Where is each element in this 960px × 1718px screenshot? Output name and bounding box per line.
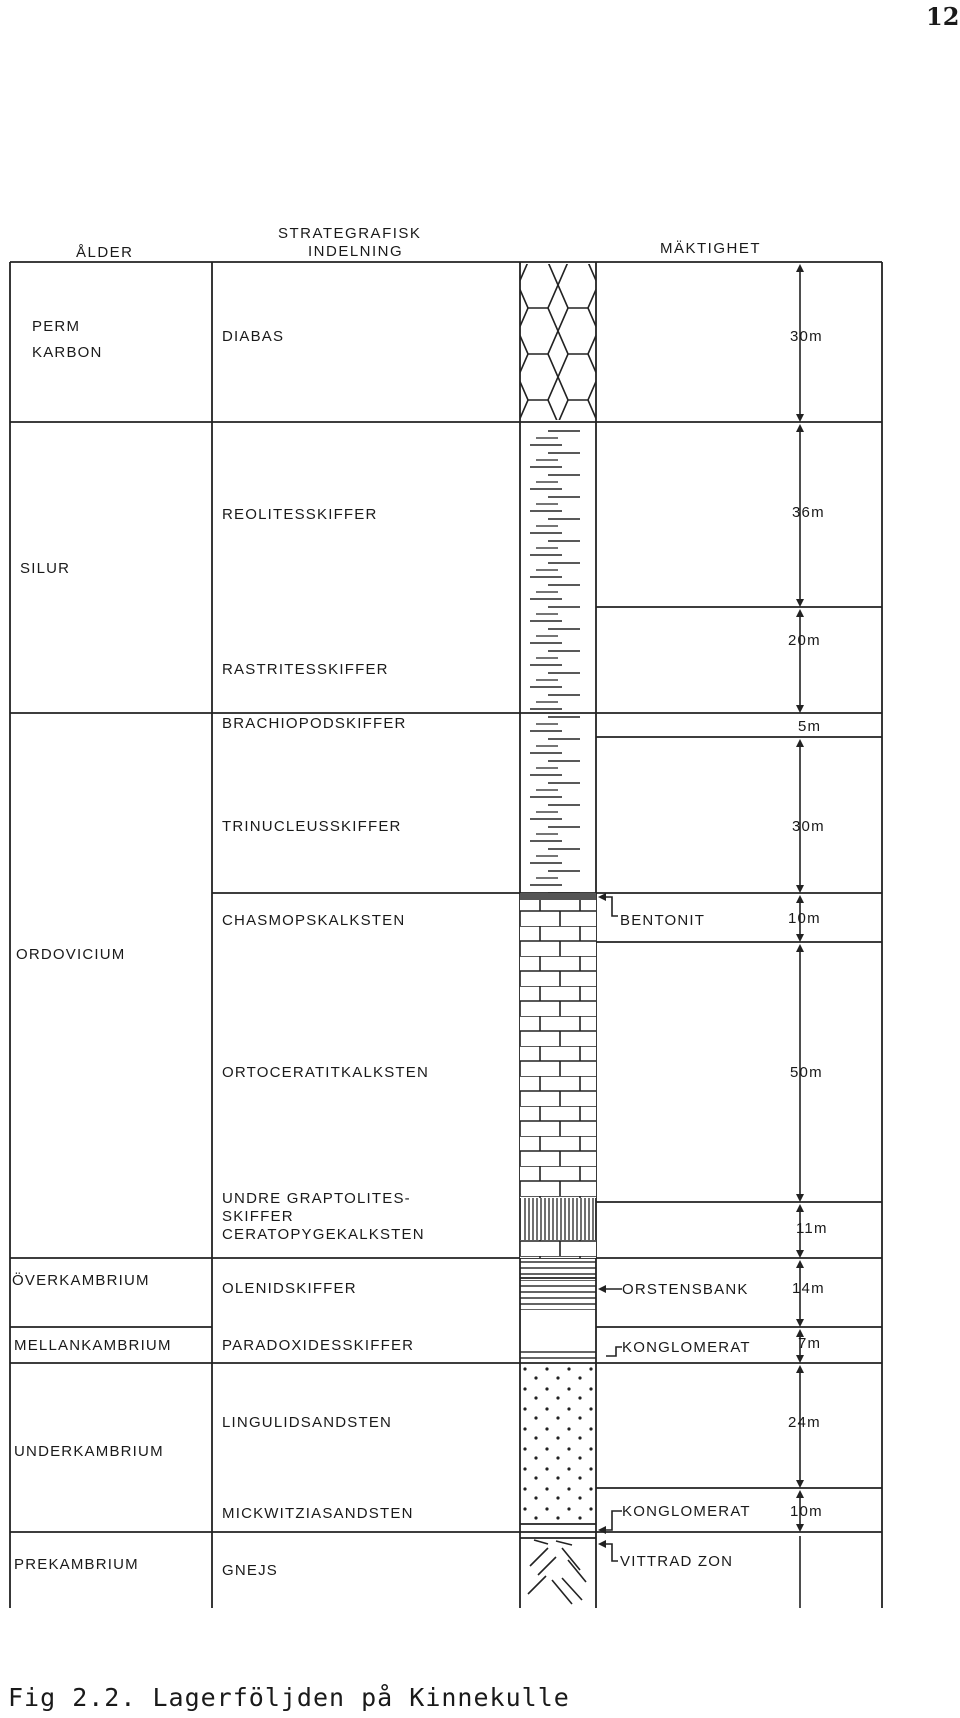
annotation-konglomerat-1: KONGLOMERAT xyxy=(622,1339,751,1356)
unit-trinucleusskiffer: TRINUCLEUSSKIFFER xyxy=(222,818,402,835)
age-silur: SILUR xyxy=(20,560,71,577)
konglomerat-layer xyxy=(520,1350,596,1362)
age-ordovicium: ORDOVICIUM xyxy=(16,946,126,963)
limestone-pattern xyxy=(520,900,596,1198)
unit-lingulidsandsten: LINGULIDSANDSTEN xyxy=(222,1414,393,1431)
thickness-ortoceratit: 50m xyxy=(790,1064,823,1081)
unit-brachiopodskiffer: BRACHIOPODSKIFFER xyxy=(222,715,407,732)
age-prekambrium: PREKAMBRIUM xyxy=(14,1556,139,1573)
thickness-diabas: 30m xyxy=(790,328,823,345)
shale-pattern xyxy=(520,424,596,893)
thickness-lingulid: 24m xyxy=(788,1414,821,1431)
unit-rastritesskiffer: RASTRITESSKIFFER xyxy=(222,661,389,678)
annotation-bentonit: BENTONIT xyxy=(620,912,706,929)
annotation-orstensbank: ORSTENSBANK xyxy=(622,1281,749,1298)
thickness-brachiopod: 5m xyxy=(798,718,822,735)
unit-paradoxidesskiffer: PARADOXIDESSKIFFER xyxy=(222,1337,415,1354)
diabas-pattern xyxy=(520,264,596,420)
unit-reolitesskiffer: REOLITESSKIFFER xyxy=(222,506,378,523)
header-age: ÅLDER xyxy=(76,244,134,261)
gneiss-pattern xyxy=(528,1540,586,1604)
annotation-leaders xyxy=(600,897,622,1561)
thickness-reolites: 36m xyxy=(792,504,825,521)
thickness-chasmops: 10m xyxy=(788,910,821,927)
age-overkambrium: ÖVERKAMBRIUM xyxy=(12,1272,150,1289)
paradoxides-pattern xyxy=(520,1280,596,1310)
thickness-paradoxides: 7m xyxy=(798,1335,822,1352)
sandstone-pattern xyxy=(520,1365,596,1523)
age-mellankambrium: MELLANKAMBRIUM xyxy=(14,1337,172,1354)
unit-ceratopygekalksten: CERATOPYGEKALKSTEN xyxy=(222,1226,425,1243)
age-perm: PERM xyxy=(32,318,81,335)
olenid-pattern xyxy=(520,1260,596,1278)
thickness-undre-ceratopyge: 11m xyxy=(796,1220,828,1237)
ceratopyge-pattern xyxy=(520,1240,596,1258)
unit-diabas: DIABAS xyxy=(222,328,285,345)
page-number: 12 xyxy=(926,2,960,31)
bentonite-layer xyxy=(520,893,596,900)
age-karbon: KARBON xyxy=(32,344,103,361)
header-strat-line1: STRATEGRAFISK xyxy=(278,225,422,242)
thickness-mickwitzia: 10m xyxy=(790,1503,823,1520)
graptolite-pattern xyxy=(522,1198,594,1240)
unit-ortoceratitkalksten: ORTOCERATITKALKSTEN xyxy=(222,1064,430,1081)
unit-undre-line1: UNDRE GRAPTOLITES- xyxy=(222,1190,411,1207)
header-strat-line2: INDELNING xyxy=(308,243,404,260)
unit-undre-line2: SKIFFER xyxy=(222,1208,294,1225)
annotation-konglomerat-2: KONGLOMERAT xyxy=(622,1503,751,1520)
figure-caption: Fig 2.2. Lagerföljden på Kinnekulle xyxy=(8,1683,570,1712)
annotation-vittrad-zon: VITTRAD ZON xyxy=(620,1553,734,1570)
unit-olenidskiffer: OLENIDSKIFFER xyxy=(222,1280,357,1297)
header-thickness: MÄKTIGHET xyxy=(660,240,762,257)
unit-gnejs: GNEJS xyxy=(222,1562,279,1579)
thickness-trinucleus: 30m xyxy=(792,818,825,835)
unit-chasmopskalksten: CHASMOPSKALKSTEN xyxy=(222,912,406,929)
thickness-rastrites: 20m xyxy=(788,632,821,649)
thickness-olenid: 14m xyxy=(792,1280,825,1297)
age-underkambrium: UNDERKAMBRIUM xyxy=(14,1443,164,1460)
unit-mickwitziasandsten: MICKWITZIASANDSTEN xyxy=(222,1505,414,1522)
